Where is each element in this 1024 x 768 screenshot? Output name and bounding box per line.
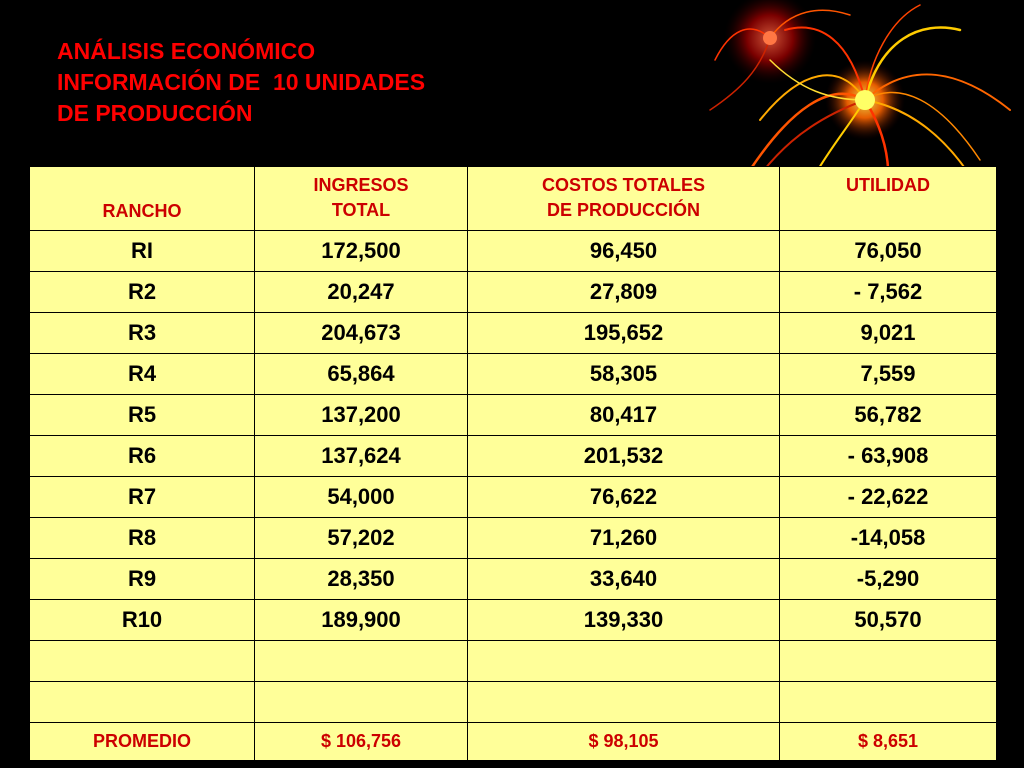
- cell-costos: [468, 682, 780, 723]
- cell-ingresos: 137,200: [255, 395, 468, 436]
- header-ingresos-line1: INGRESOS: [313, 175, 409, 195]
- table-row: [30, 272, 997, 313]
- table-row: [30, 231, 997, 272]
- cell-costos: 201,532: [468, 436, 780, 477]
- cell-costos: 27,809: [468, 272, 780, 313]
- cell-rancho: R9: [30, 559, 255, 600]
- header-ingresos-line2: TOTAL: [331, 200, 391, 220]
- table-row: [30, 559, 997, 600]
- cell-utilidad: 56,782: [780, 395, 997, 436]
- header-ingresos: [255, 167, 468, 231]
- cell-rancho: R10: [30, 600, 255, 641]
- slide-title: [57, 36, 425, 129]
- cell-ingresos: [255, 641, 468, 682]
- cell-ingresos: 57,202: [255, 518, 468, 559]
- cell-costos: 195,652: [468, 313, 780, 354]
- cell-rancho: R7: [30, 477, 255, 518]
- cell-utilidad: 9,021: [780, 313, 997, 354]
- cell-rancho: R4: [30, 354, 255, 395]
- cell-utilidad: -14,058: [780, 518, 997, 559]
- footer-utilidad-promedio: $ 8,651: [780, 723, 997, 761]
- cell-rancho: R5: [30, 395, 255, 436]
- cell-ingresos: 189,900: [255, 600, 468, 641]
- cell-costos: 71,260: [468, 518, 780, 559]
- cell-utilidad: [780, 682, 997, 723]
- production-table: [29, 166, 997, 761]
- header-costos-line2: DE PRODUCCIÓN: [546, 200, 700, 220]
- cell-ingresos: 28,350: [255, 559, 468, 600]
- footer-costos-promedio: $ 98,105: [468, 723, 780, 761]
- header-rancho: RANCHO: [30, 167, 255, 231]
- title-line-2: INFORMACIÓN DE 10 UNIDADES: [57, 69, 426, 95]
- cell-utilidad: - 22,622: [780, 477, 997, 518]
- cell-rancho: R6: [30, 436, 255, 477]
- cell-utilidad: 76,050: [780, 231, 997, 272]
- cell-ingresos: 20,247: [255, 272, 468, 313]
- table-row: [30, 354, 997, 395]
- cell-utilidad: - 7,562: [780, 272, 997, 313]
- table-row: [30, 313, 997, 354]
- table-row: [30, 600, 997, 641]
- cell-ingresos: 204,673: [255, 313, 468, 354]
- cell-rancho: R3: [30, 313, 255, 354]
- table-header-row: [30, 167, 997, 231]
- title-line-3: DE PRODUCCIÓN: [57, 100, 253, 126]
- footer-ingresos-promedio: $ 106,756: [255, 723, 468, 761]
- cell-costos: 80,417: [468, 395, 780, 436]
- cell-ingresos: 54,000: [255, 477, 468, 518]
- table-row-empty: [30, 682, 997, 723]
- cell-utilidad: -5,290: [780, 559, 997, 600]
- cell-rancho: R8: [30, 518, 255, 559]
- header-costos: [468, 167, 780, 231]
- cell-ingresos: [255, 682, 468, 723]
- footer-promedio-label: PROMEDIO: [30, 723, 255, 761]
- table-row-empty: [30, 641, 997, 682]
- cell-rancho: RI: [30, 231, 255, 272]
- cell-rancho: R2: [30, 272, 255, 313]
- title-line-1: ANÁLISIS ECONÓMICO: [57, 38, 316, 64]
- cell-ingresos: 137,624: [255, 436, 468, 477]
- cell-costos: [468, 641, 780, 682]
- cell-costos: 58,305: [468, 354, 780, 395]
- header-costos-line1: COSTOS TOTALES: [541, 175, 706, 195]
- cell-costos: 33,640: [468, 559, 780, 600]
- cell-utilidad: 50,570: [780, 600, 997, 641]
- table-footer-row: [30, 723, 997, 761]
- cell-utilidad: 7,559: [780, 354, 997, 395]
- cell-rancho: [30, 641, 255, 682]
- cell-utilidad: - 63,908: [780, 436, 997, 477]
- header-utilidad: UTILIDAD: [780, 167, 997, 231]
- cell-costos: 139,330: [468, 600, 780, 641]
- table-row: [30, 436, 997, 477]
- cell-costos: 76,622: [468, 477, 780, 518]
- table-row: [30, 395, 997, 436]
- table-row: [30, 518, 997, 559]
- cell-rancho: [30, 682, 255, 723]
- cell-costos: 96,450: [468, 231, 780, 272]
- cell-utilidad: [780, 641, 997, 682]
- cell-ingresos: 65,864: [255, 354, 468, 395]
- table-row: [30, 477, 997, 518]
- cell-ingresos: 172,500: [255, 231, 468, 272]
